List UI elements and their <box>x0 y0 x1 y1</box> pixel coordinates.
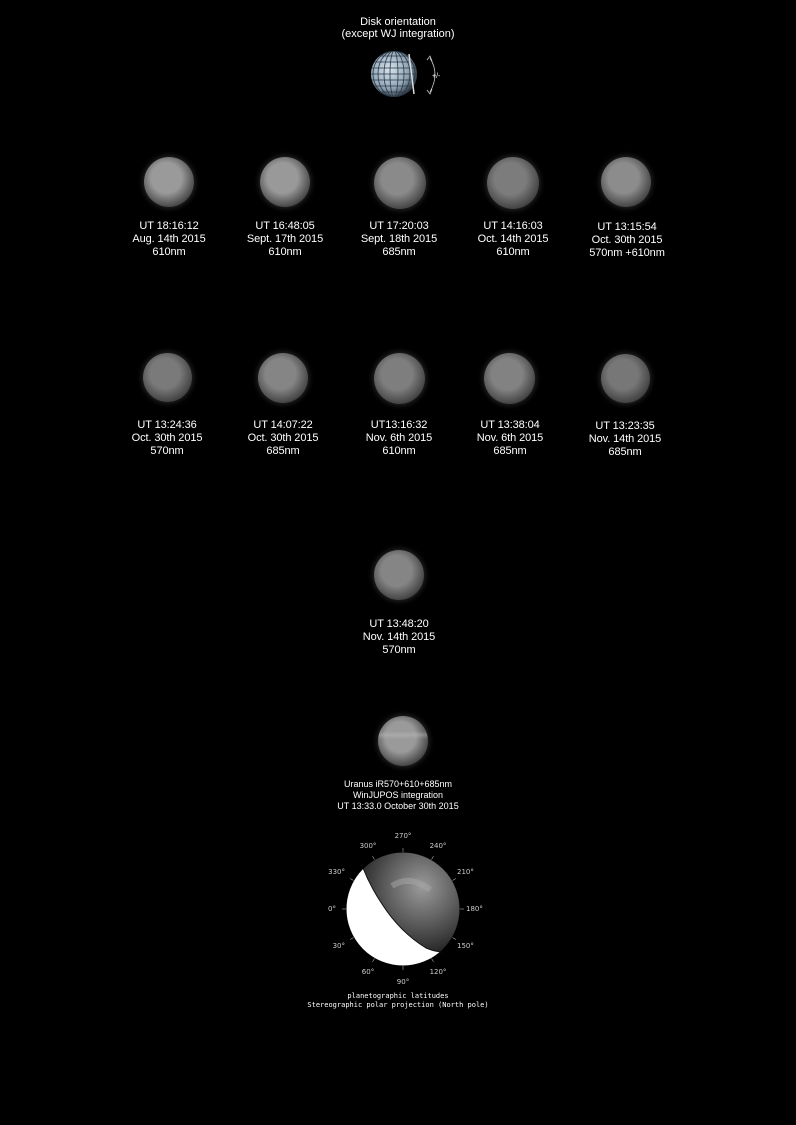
observation-time: UT 13:23:35 <box>595 420 655 432</box>
observation-filter: 610nm <box>152 246 186 258</box>
observation-filter: 685nm <box>382 246 416 258</box>
longitude-label-330: 330° <box>328 868 345 876</box>
orientation-subtitle: (except WJ integration) <box>341 28 455 40</box>
orientation-header <box>0 16 796 40</box>
rotation-label: +/- <box>432 73 441 80</box>
observation-date: Oct. 30th 2015 <box>131 432 203 444</box>
observation-time: UT13:16:32 <box>370 419 428 431</box>
integration-software: WinJUPOS integration <box>352 790 444 800</box>
observation-time: UT 17:20:03 <box>369 220 429 232</box>
observation-date: Nov. 14th 2015 <box>588 433 662 445</box>
longitude-label-300: 300° <box>359 842 377 850</box>
projection-disk <box>346 852 461 966</box>
orientation-globe-diagram <box>368 46 452 102</box>
observation-filter: 685nm <box>608 446 642 458</box>
observation-time: UT 16:48:05 <box>255 220 315 232</box>
uranus-disk-5 <box>601 157 651 207</box>
integration-caption <box>0 779 796 812</box>
longitude-label-0: 0° <box>328 905 336 913</box>
longitude-label-90: 90° <box>396 978 410 986</box>
projection-caption-line2: Stereographic polar projection (North pole) <box>307 1001 489 1009</box>
observation-date: Aug. 14th 2015 <box>132 233 206 245</box>
observation-date: Oct. 14th 2015 <box>477 233 549 245</box>
orientation-title: Disk orientation <box>360 16 436 28</box>
integration-title: Uranus iR570+610+685nm <box>343 779 453 789</box>
uranus-disk-9 <box>484 353 535 404</box>
observation-date: Nov. 14th 2015 <box>362 631 436 643</box>
observation-date: Nov. 6th 2015 <box>476 432 544 444</box>
observation-caption-10 <box>550 420 700 459</box>
observation-filter: 685nm <box>266 445 300 457</box>
observation-time: UT 14:16:03 <box>483 220 543 232</box>
uranus-integration-disk <box>378 716 428 766</box>
uranus-disk-8 <box>374 353 425 404</box>
uranus-disk-10 <box>601 354 650 403</box>
longitude-label-210: 210° <box>457 868 474 876</box>
projection-caption <box>0 992 796 1010</box>
observation-filter: 570nm <box>150 445 184 457</box>
uranus-disk-11 <box>374 550 424 600</box>
observation-caption-5 <box>552 221 702 260</box>
longitude-label-180: 180° <box>466 905 483 913</box>
observation-date: Nov. 6th 2015 <box>365 432 433 444</box>
polar-projection-map <box>318 824 488 994</box>
observation-date: Sept. 18th 2015 <box>360 233 438 245</box>
observation-time: UT 14:07:22 <box>253 419 313 431</box>
observation-filter: 610nm <box>268 246 302 258</box>
integration-time: UT 13:33.0 October 30th 2015 <box>337 801 459 811</box>
observation-time: UT 13:24:36 <box>137 419 197 431</box>
observation-time: UT 13:48:20 <box>369 618 429 630</box>
projection-caption-line1: planetographic latitudes <box>347 992 449 1000</box>
observation-date: Oct. 30th 2015 <box>591 234 663 246</box>
longitude-label-150: 150° <box>457 942 474 950</box>
longitude-label-30: 30° <box>332 942 345 950</box>
longitude-label-60: 60° <box>361 968 375 976</box>
uranus-disk-2 <box>260 157 310 207</box>
observation-filter: 570nm +610nm <box>589 247 665 259</box>
uranus-disk-1 <box>144 157 194 207</box>
longitude-label-270: 270° <box>394 832 412 840</box>
observation-date: Sept. 17th 2015 <box>246 233 324 245</box>
observation-filter: 610nm <box>382 445 416 457</box>
observation-time: UT 18:16:12 <box>139 220 199 232</box>
uranus-disk-7 <box>258 353 308 403</box>
observation-filter: 685nm <box>493 445 527 457</box>
observation-caption-11 <box>324 618 474 657</box>
observation-time: UT 13:15:54 <box>597 221 657 233</box>
uranus-disk-3 <box>374 157 426 209</box>
orientation-globe <box>368 51 420 97</box>
observation-date: Oct. 30th 2015 <box>247 432 319 444</box>
uranus-disk-6 <box>143 353 192 402</box>
longitude-label-120: 120° <box>429 968 447 976</box>
observation-filter: 610nm <box>496 246 530 258</box>
observation-time: UT 13:38:04 <box>480 419 540 431</box>
observation-filter: 570nm <box>382 644 416 656</box>
uranus-disk-4 <box>487 157 539 209</box>
longitude-label-240: 240° <box>429 842 447 850</box>
